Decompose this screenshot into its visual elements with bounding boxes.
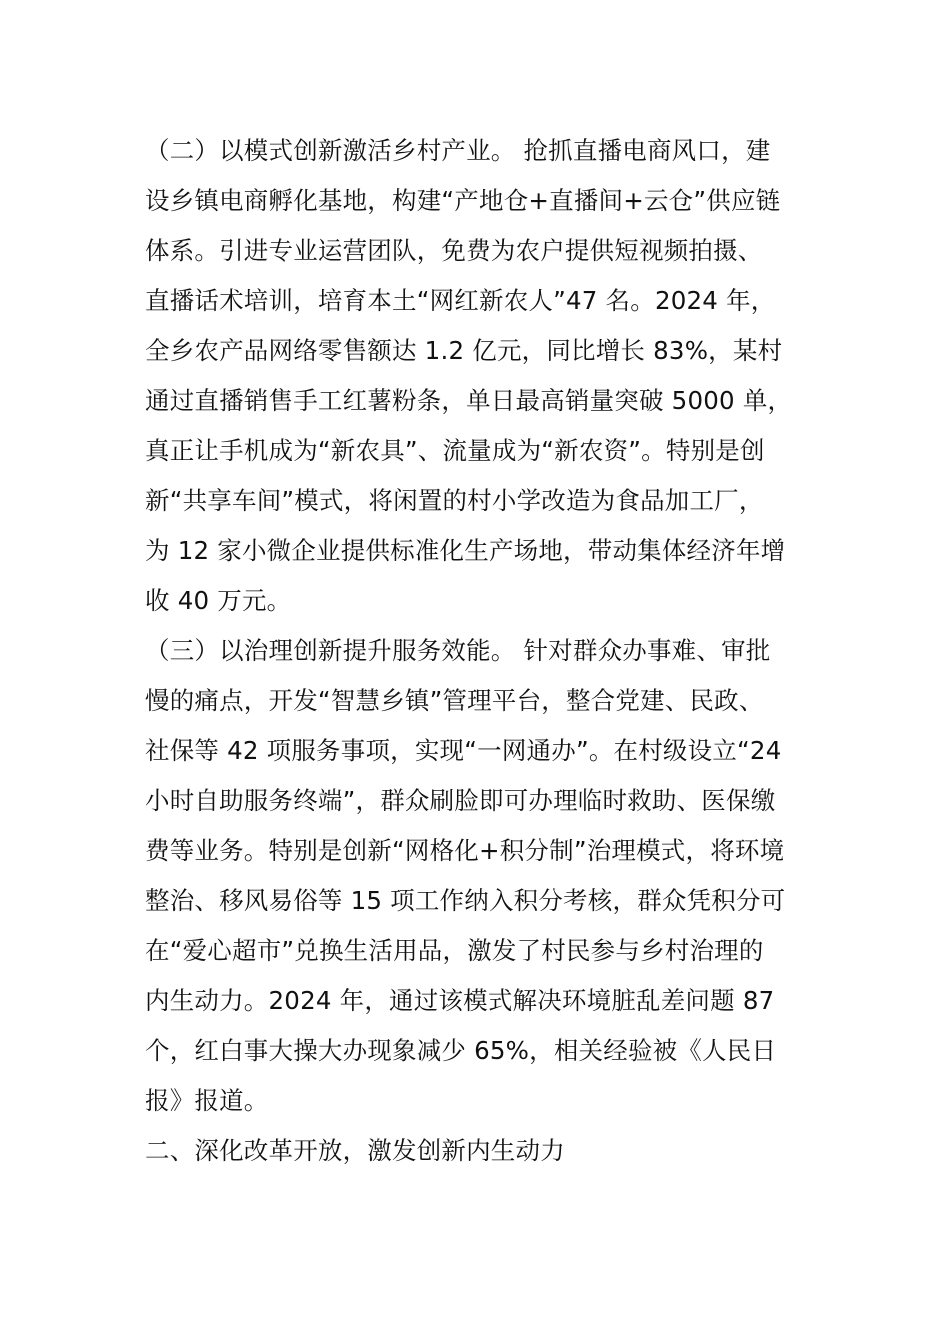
text-line: 内生动力。2024 年，通过该模式解决环境脏乱差问题 87 <box>145 986 775 1015</box>
text-line: 慢的痛点，开发“智慧乡镇”管理平台，整合党建、民政、 <box>145 686 764 715</box>
text-line: 新“共享车间”模式，将闲置的村小学改造为食品加工厂， <box>145 486 764 515</box>
text-line: 体系。引进专业运营团队，免费为农户提供短视频拍摄、 <box>145 236 763 265</box>
text-line: （三）以治理创新提升服务效能。 针对群众办事难、审批 <box>145 636 771 665</box>
text-line: 全乡农产品网络零售额达 1.2 亿元，同比增长 83%，某村 <box>145 336 783 365</box>
body-text <box>145 126 810 1176</box>
text-line: （二）以模式创新激活乡村产业。 抢抓直播电商风口，建 <box>145 136 771 165</box>
text-line: 收 40 万元。 <box>145 586 292 615</box>
text-line: 整治、移风易俗等 15 项工作纳入积分考核，群众凭积分可 <box>145 886 786 915</box>
text-line: 小时自助服务终端”，群众刷脸即可办理临时救助、医保缴 <box>145 786 776 815</box>
text-line: 个，红白事大操大办现象减少 65%，相关经验被《人民日 <box>145 1036 777 1065</box>
text-line: 在“爱心超市”兑换生活用品，激发了村民参与乡村治理的 <box>145 936 764 965</box>
text-line: 为 12 家小微企业提供标准化生产场地，带动集体经济年增 <box>145 536 786 565</box>
text-line: 社保等 42 项服务事项，实现“一网通办”。在村级设立“24 <box>145 736 782 765</box>
text-line: 通过直播销售手工红薯粉条，单日最高销量突破 5000 单， <box>145 386 793 415</box>
text-line: 直播话术培训，培育本土“网红新农人”47 名。2024 年， <box>145 286 776 315</box>
text-line: 费等业务。特别是创新“网格化+积分制”治理模式，将环境 <box>145 836 785 865</box>
text-line: 设乡镇电商孵化基地，构建“产地仓+直播间+云仓”供应链 <box>145 186 781 215</box>
text-line: 真正让手机成为“新农具”、流量成为“新农资”。特别是创 <box>145 436 765 465</box>
text-line: 报》报道。 <box>145 1086 269 1115</box>
section-heading: 二、深化改革开放，激发创新内生动力 <box>145 1136 565 1165</box>
